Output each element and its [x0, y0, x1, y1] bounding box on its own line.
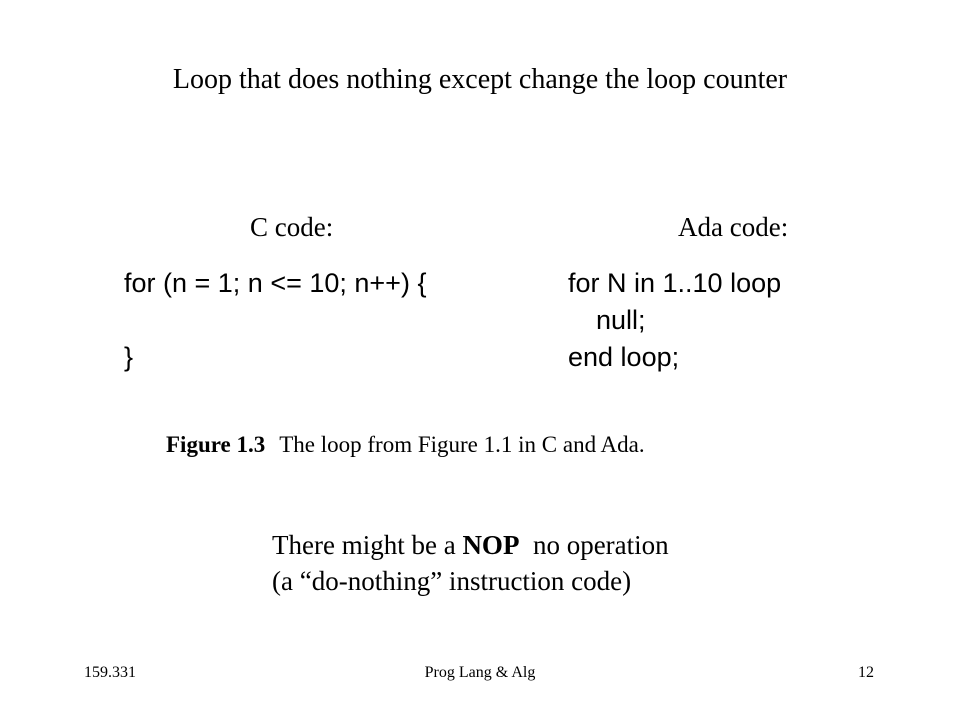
ada-code-line: null; [596, 305, 646, 335]
nop-note-suffix: no operation [519, 530, 669, 560]
c-code-line: } [124, 342, 134, 372]
nop-note-prefix: There might be a [272, 530, 463, 560]
ada-code-line: for N in 1..10 loop [568, 268, 782, 298]
figure-caption-label: Figure 1.3 [166, 432, 266, 457]
footer-course-code: 159.331 [84, 664, 136, 681]
ada-code-header: Ada code: [678, 212, 789, 242]
ada-code-line: end loop; [568, 342, 680, 372]
figure-caption-text: The loop from Figure 1.1 in C and Ada. [279, 432, 645, 457]
nop-note-line-2: (a “do-nothing” instruction code) [272, 566, 632, 596]
c-code-line: for (n = 1; n <= 10; n++) { [124, 268, 427, 298]
slide-title: Loop that does nothing except change the loop counter [172, 64, 788, 95]
c-code-header: C code: [250, 212, 334, 242]
nop-note-line-1 [272, 530, 669, 561]
nop-keyword: NOP [462, 530, 520, 560]
footer-page-number: 12 [858, 664, 874, 681]
figure-caption [166, 432, 645, 458]
footer-course-name: Prog Lang & Alg [424, 664, 536, 681]
